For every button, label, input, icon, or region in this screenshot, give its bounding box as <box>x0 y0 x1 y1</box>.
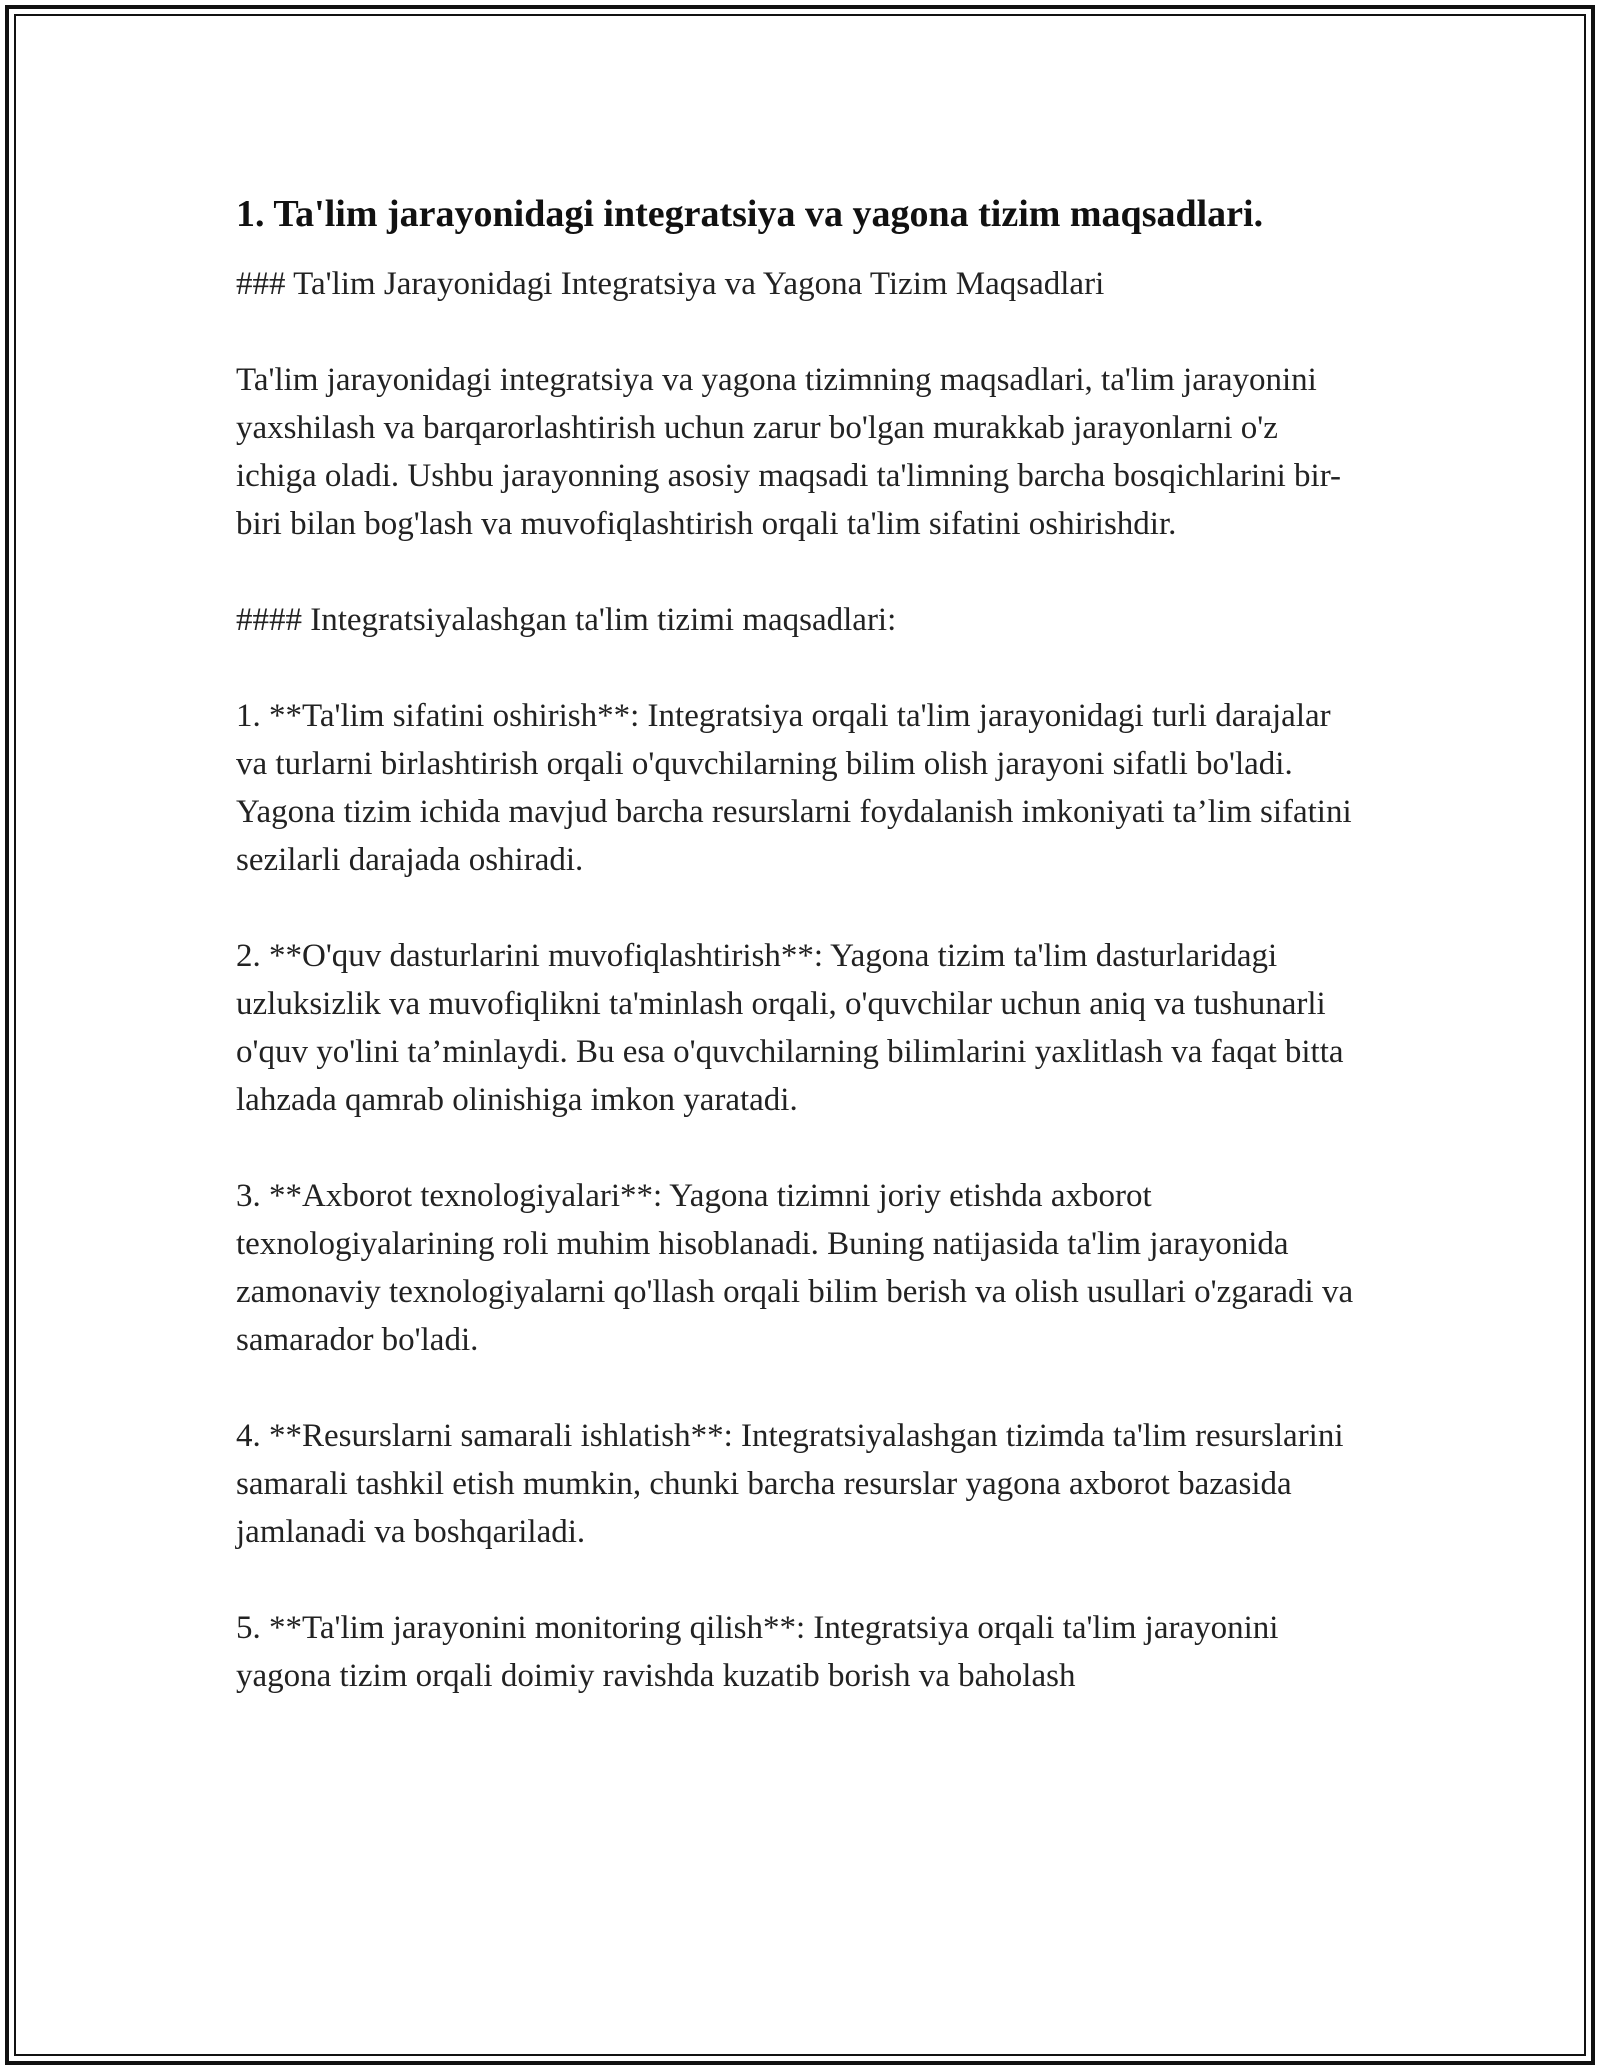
goal-item-5: 5. **Ta'lim jarayonini monitoring qilish**: Integratsiya orqali ta'lim jarayonini yagona tizim orqali doimiy ravishda kuzatib borish va baholash <box>236 1610 1279 1694</box>
document-body <box>236 186 1366 1700</box>
goal-item-1: 1. **Ta'lim sifatini oshirish**: Integratsiya orqali ta'lim jarayonidagi turli darajalar va turlarni birlashtirish orqali o'quvchilarning bilim olish jarayoni sifatli bo'ladi. Yagona tizim ichida mavjud barcha resurslarni foydalanish imkoniyati ta’lim sifatini sezilarli darajada oshiradi. <box>236 698 1352 878</box>
goals-list <box>236 692 1366 1700</box>
goal-item-3: 3. **Axborot texnologiyalari**: Yagona tizimni joriy etishda axborot texnologiyalarining roli muhim hisoblanadi. Buning natijasida ta'lim jarayonida zamonaviy texnologiyalarni qo'llash orqali bilim berish va olish usullari o'zgaradi va samarador bo'ladi. <box>236 1178 1354 1358</box>
goal-item-2: 2. **O'quv dasturlarini muvofiqlashtirish**: Yagona tizim ta'lim dasturlaridagi uzluksizlik va muvofiqlikni ta'minlash orqali, o'quvchilar uchun aniq va tushunarli o'quv yo'lini ta’minlaydi. Bu esa o'quvchilarning bilimlarini yaxlitlash va faqat bitta lahzada qamrab olinishiga imkon yaratadi. <box>236 938 1344 1118</box>
intro-paragraph: Ta'lim jarayonidagi integratsiya va yagona tizimning maqsadlari, ta'lim jarayonini yaxshilash va barqarorlashtirish uchun zarur bo'lgan murakkab jarayonlarni o'z ichiga oladi. Ushbu jarayonning asosiy maqsadi ta'limning barcha bosqichlarini bir-biri bilan bog'lash va muvofiqlashtirish orqali ta'lim sifatini oshirishdir. <box>236 362 1342 542</box>
section-subheading: ### Ta'lim Jarayonidagi Integratsiya va Yagona Tizim Maqsadlari <box>236 266 1105 302</box>
goals-list-heading: #### Integratsiyalashgan ta'lim tizimi maqsadlari: <box>236 602 897 638</box>
goal-item-4: 4. **Resurslarni samarali ishlatish**: Integratsiyalashgan tizimda ta'lim resurslarini samarali tashkil etish mumkin, chunki barcha resurslar yagona axborot bazasida jamlanadi va boshqariladi. <box>236 1418 1344 1550</box>
document-title: 1. Ta'lim jarayonidagi integratsiya va yagona tizim maqsadlari. <box>236 193 1264 235</box>
